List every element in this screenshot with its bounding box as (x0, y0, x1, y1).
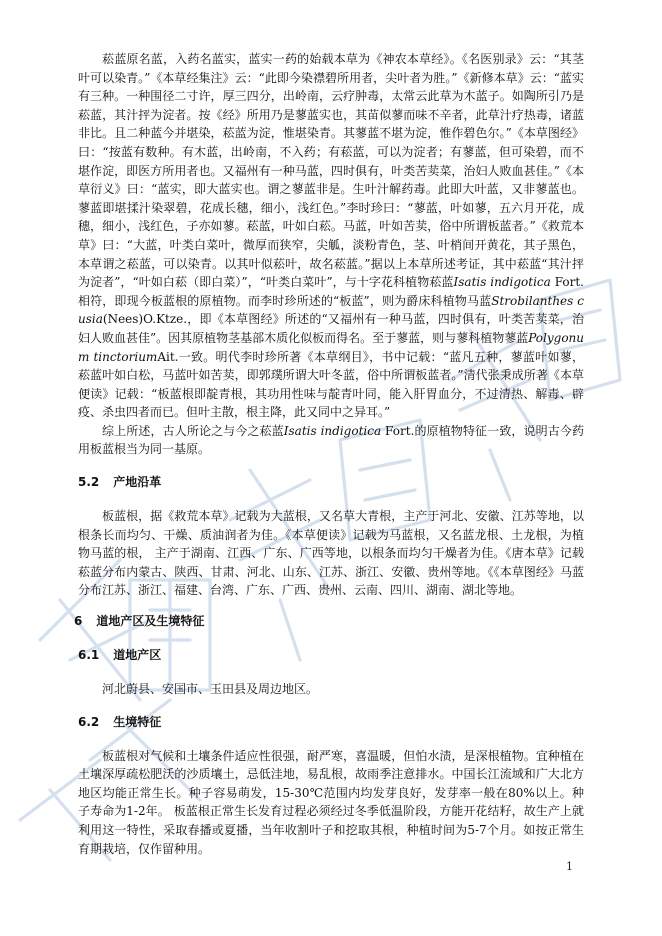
section-title: 道地产区 (113, 648, 162, 663)
text-run: 综上所述，古人所论之与今之菘蓝 (102, 423, 284, 438)
text-run: Fort.相符，即现今板蓝根的原植物。而李时珍所述的“板蓝”，则为爵床科植物马蓝 (78, 275, 584, 308)
latin-name: Strobilanthes cusia (78, 293, 584, 327)
page-number: 1 (566, 860, 573, 873)
section-heading-6 (74, 612, 584, 630)
section-title: 道地产区及生境特征 (96, 614, 205, 629)
latin-name: Polygonum tinctorium (78, 330, 584, 364)
section-number: 6.1 (78, 648, 100, 663)
section-heading-6-2 (78, 713, 584, 731)
paragraph-summary (78, 422, 584, 459)
section-number: 5.2 (78, 475, 100, 490)
section-heading-6-1 (78, 646, 584, 664)
paragraph-herbal-history (78, 50, 584, 422)
text-run: Fort.的原植物特征一致，说明古今药用板蓝根当为同一基原。 (78, 423, 584, 457)
paragraph-habitat: 板蓝根对气候和土壤条件适应性很强，耐严寒，喜温暖，但怕水渍，是深根植物。宜种植在土壤深厚疏松肥沃的沙质壤土，忌低洼地，易乱根，故雨季注意排水。中国长江流域和广大北方地区均能正常生长。种子容易萌发，15-30℃范围内均发芽良好，发芽率一般在80%以上。种子寿命为1-2年。 板蓝根正常生长发育过程必须经过冬季低温阶段，方能开花结籽，故生产上就利用这一特性，采取春播或夏播，当年收割叶子和挖取其根，种植时间为5-7个月。如按正常生育期栽培，仅作留种用。 (78, 748, 584, 856)
paragraph-region: 河北蔚县、安国市、玉田县及周边地区。 (102, 682, 319, 697)
latin-name: Isatis indigotica (283, 423, 382, 438)
section-title: 生境特征 (113, 714, 162, 729)
document-body (74, 50, 585, 858)
text-run: Ait.一致。明代李时珍所著《本草纲目》，书中记载：“蓝凡五种，蓼蓝叶如蓼，菘蓝叶如白松，马蓝叶如苦荬，即郭璞所谓大叶冬蓝，俗中所谓板蓝者。”清代张秉成所著《本草便读》记载：“板蓝根即靛青根，其功用性味与靛青叶同，能入肝胃血分，不过清热、解毒、辟疫、杀虫四者而已。但叶主散，根主降，此又同中之异耳。” (78, 349, 585, 420)
text-run: 菘蓝原名蓝，入药名蓝实，蓝实一药的始载本草为《神农本草经》。《名医别录》云：“其茎叶可以染青。”《本草经集注》云：“此即今染襟碧所用者，尖叶者为胜。”《新修本草》云：“蓝实有三种。一种围径二寸许，厚三四分，出岭南，云疗肿毒，太常云此草为木蓝子。如陶所引乃是菘蓝，其汁抨为淀者。按《经》所用乃是蓼蓝实也，其苗似蓼而味不辛者，此草汁疗热毒，诸蓝非比。且二种蓝今并堪染，菘蓝为淀，惟堪染青。其蓼蓝不堪为淀，惟作碧色尔。”《本草图经》曰：“按蓝有数种。有木蓝，出岭南，不入药；有菘蓝，可以为淀者；有蓼蓝，但可染碧，而不堪作淀，即医方所用者也。又福州有一种马蓝，四时俱有，叶类苦荬菜，治妇人败血甚佳。”《本草衍义》曰：“蓝实，即大蓝实也。谓之蓼蓝非是。生叶汁解药毒。此即大叶蓝，又非蓼蓝也。蓼蓝即堪揉汁染翠碧，花成长穗，细小，浅红色。”李时珍曰：“蓼蓝，叶如蓼，五六月开花，成穗，细小，浅红色，子亦如蓼。菘蓝，叶如白菘。马蓝，叶如苦荬，俗中所谓板蓝者。”《救荒本草》曰：“大蓝，叶类白菜叶，微厚而狭窄，尖觚，淡粉青色，茎、叶梢间开黄花，其子黑色，本草谓之菘蓝，可以染青。以其叶似菘叶，故名菘蓝。”据以上本草所述考证，其中菘蓝“其汁抨为淀者”，“叶如白菘（即白菜）”，“叶类白菜叶”，与十字花科植物菘蓝 (78, 52, 584, 290)
section-number: 6.2 (78, 714, 100, 729)
section-title: 产地沿革 (113, 475, 162, 490)
latin-name: Isatis indigotica (453, 275, 551, 290)
paragraph-origin: 板蓝根，据《救荒本草》记载为大蓝根，又名草大青根，主产于河北、安徽、江苏等地，以根条长而均匀、干燥、质油润者为佳。《本草便读》记载为马蓝根，又名蓝龙根、土龙根，为植物马蓝的根， 主产于湖南、江西、广东、广西等地，以根条而均匀干燥者为佳。《唐本草》记载菘蓝分布内蒙古、陕西、甘肃、河北、山东、江苏、浙江、安徽、贵州等地。《《本草图经》马蓝分布江苏、浙江、福建、台湾、广东、广西、贵州、云南、四川、湖南、湖北等地。 (78, 509, 584, 598)
text-run: (Nees)O.Ktze.，即《本草图经》所述的“又福州有一种马蓝，四时俱有，叶类苦荬菜，治妇人败血甚佳”。因其原植物茎基部木质化似板而得名。至于蓼蓝，则与蓼科植物蓼蓝 (78, 312, 584, 345)
section-heading-5-2 (78, 473, 584, 491)
section-number: 6 (74, 614, 83, 629)
